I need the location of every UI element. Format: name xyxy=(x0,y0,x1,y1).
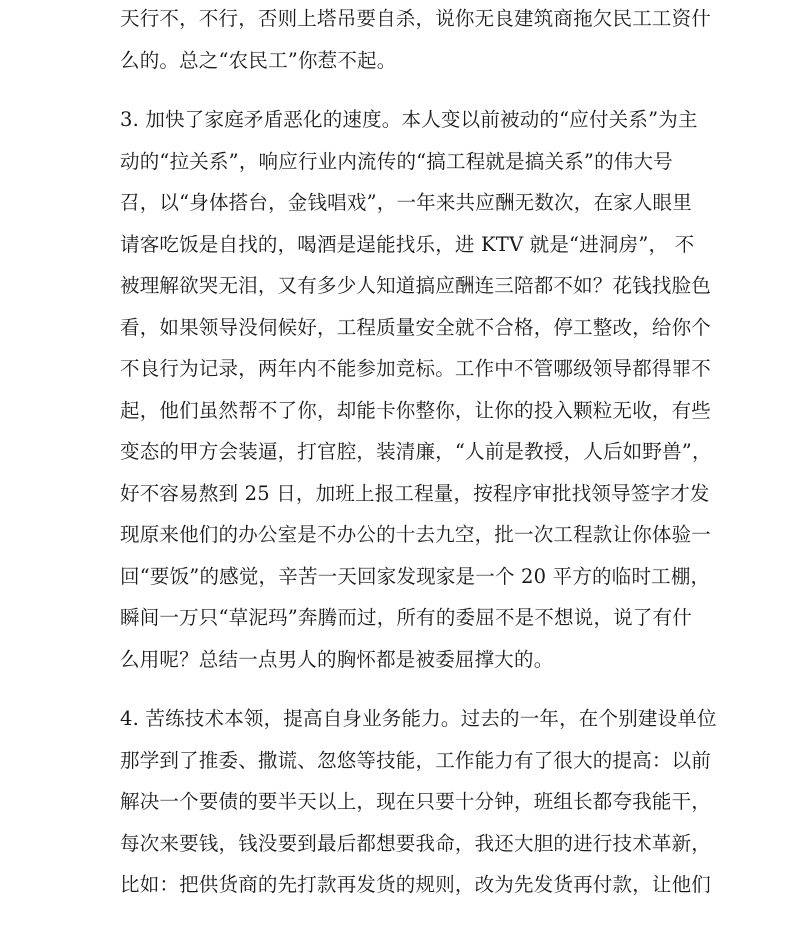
paragraph-4-line-2: 那学到了推委、撒谎、忽悠等技能，工作能力有了很大的提高：以前 xyxy=(120,749,712,772)
paragraph-3-line-4: 请客吃饭是自找的，喝酒是逞能找乐，进 KTV 就是“进洞房”， 不 xyxy=(120,233,695,256)
paragraph-3-line-10: 好不容易熬到 25 日，加班上报工程量，按程序审批找领导签字才发 xyxy=(120,482,710,505)
paragraph-3-line-9: 变态的甲方会装逼，打官腔，装清廉，“人前是教授，人后如野兽”， xyxy=(120,440,712,463)
paragraph-3-line-11: 现原来他们的办公室是不办公的十去九空，批一次工程款让你体验一 xyxy=(120,523,712,546)
paragraph-intro-line-1: 天行不，不行，否则上塔吊要自杀，说你无良建筑商拖欠民工工资什 xyxy=(120,7,712,30)
paragraph-3-line-6: 看，如果领导没伺候好，工程质量安全就不合格，停工整改，给你个 xyxy=(120,316,712,339)
paragraph-intro-line-2: 么的。总之“农民工”你惹不起。 xyxy=(120,49,397,72)
paragraph-3-line-13: 瞬间一万只“草泥玛”奔腾而过，所有的委屈不是不想说，说了有什 xyxy=(120,606,692,629)
paragraph-3-line-2: 动的“拉关系”，响应行业内流传的“搞工程就是搞关系”的伟大号 xyxy=(120,150,673,173)
paragraph-4-line-1: 4. 苦练技术本领，提高自身业务能力。过去的一年，在个别建设单位 xyxy=(120,707,717,730)
paragraph-4-line-3: 解决一个要债的要半天以上，现在只要十分钟，班组长都夸我能干， xyxy=(120,790,712,813)
paragraph-3-line-1: 3. 加快了家庭矛盾恶化的速度。本人变以前被动的“应付关系”为主 xyxy=(120,108,698,131)
paragraph-4-line-5: 比如：把供货商的先打款再发货的规则，改为先发货再付款，让他们 xyxy=(120,873,712,896)
paragraph-3-line-7: 不良行为记录，两年内不能参加竞标。工作中不管哪级领导都得罪不 xyxy=(120,357,712,380)
paragraph-3-line-12: 回“要饭”的感觉，辛苦一天回家发现家是一个 20 平方的临时工棚， xyxy=(120,565,711,588)
paragraph-3-line-14: 么用呢？总结一点男人的胸怀都是被委屈撑大的。 xyxy=(120,648,554,671)
paragraph-3-line-3: 召，以“身体搭台，金钱唱戏”，一年来共应酬无数次，在家人眼里 xyxy=(120,191,692,214)
paragraph-4-line-4: 每次来要钱，钱没要到最后都想要我命，我还大胆的进行技术革新， xyxy=(120,832,712,855)
paragraph-3-line-8: 起，他们虽然帮不了你，却能卡你整你，让你的投入颗粒无收，有些 xyxy=(120,399,712,422)
paragraph-3-line-5: 被理解欲哭无泪，又有多少人知道搞应酬连三陪都不如？花钱找脸色 xyxy=(120,274,712,297)
